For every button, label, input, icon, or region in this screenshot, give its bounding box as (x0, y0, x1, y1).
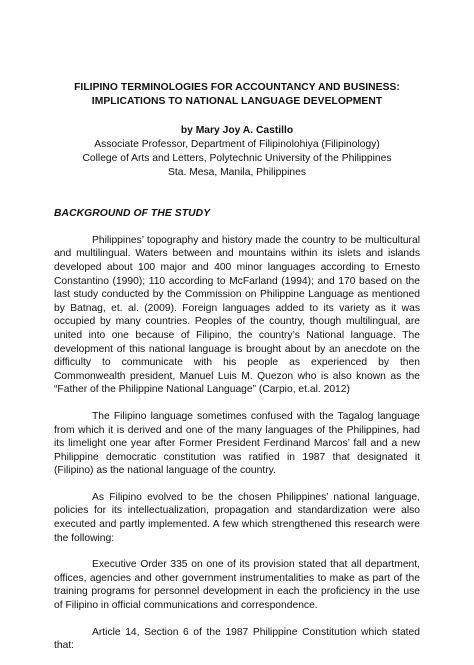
title-line-2: IMPLICATIONS TO NATIONAL LANGUAGE DEVELOPMENT (91, 96, 383, 107)
paragraph-5: Article 14, Section 6 of the 1987 Philippine Constitution which stated that: (54, 626, 420, 652)
paragraph-3: As Filipino evolved to be the chosen Philippines’ national language, policies for its intellectualization, propagation and standardization were also executed and partly implemented. A few which strengthened this research were the following: (54, 491, 420, 544)
affiliation-line-2: College of Arts and Letters, Polytechnic University of the Philippines (82, 152, 392, 164)
paragraph-4: Executive Order 335 on one of its provision stated that all department, offices, agencies and other government instrumentalities to make as part of the training programs for personnel development in each the proficiency in the use of Filipino in official communications and correspondence. (54, 559, 420, 612)
affiliation-line-1: Associate Professor, Department of Filipinolohiya (Filipinology) (94, 138, 380, 150)
author-affiliation (54, 138, 420, 181)
section-heading: BACKGROUND OF THE STUDY (54, 208, 211, 220)
document-title (54, 81, 420, 109)
document-page (54, 81, 420, 665)
author-name: by Mary Joy A. Castillo (180, 125, 294, 136)
paragraph-1: Philippines’ topography and history made the country to be multicultural and multilingual. Waters between and mountains within its islets and islands developed about 100 major and 400 minor languages according to Ernesto Constantino (1990); 110 according to McFarland (1994); and 170 based on the last study conducted by the Commission on Philippine Language as mentioned by Batnag, et. al. (2009). Foreign languages added to its variety as it was occupied by many countries. Peoples of the country, though multilingual, are united into one because of Filipino, the country’s National language. The development of this national language is brought about by an anecdote on the difficulty to communicate with his people as experienced by then Commonwealth president, Manuel Luis M. Quezon who is also known as the “Father of the Philippine National Language” (Carpio, et.al. 2012) (54, 234, 420, 396)
body-text (54, 234, 420, 653)
affiliation-line-3: Sta. Mesa, Manila, Philippines (168, 167, 306, 178)
paragraph-2: The Filipino language sometimes confused with the Tagalog language from which it is derived and one of the many languages of the Philippines, had its limelight one year after Former President Ferdinand Marcos’ fall and a new Philippine democratic constitution was ratified in 1987 that designated it (Filipino) as the national language of the country. (54, 410, 420, 477)
title-line-1: FILIPINO TERMINOLOGIES FOR ACCOUNTANCY AND BUSINESS: (74, 82, 400, 93)
